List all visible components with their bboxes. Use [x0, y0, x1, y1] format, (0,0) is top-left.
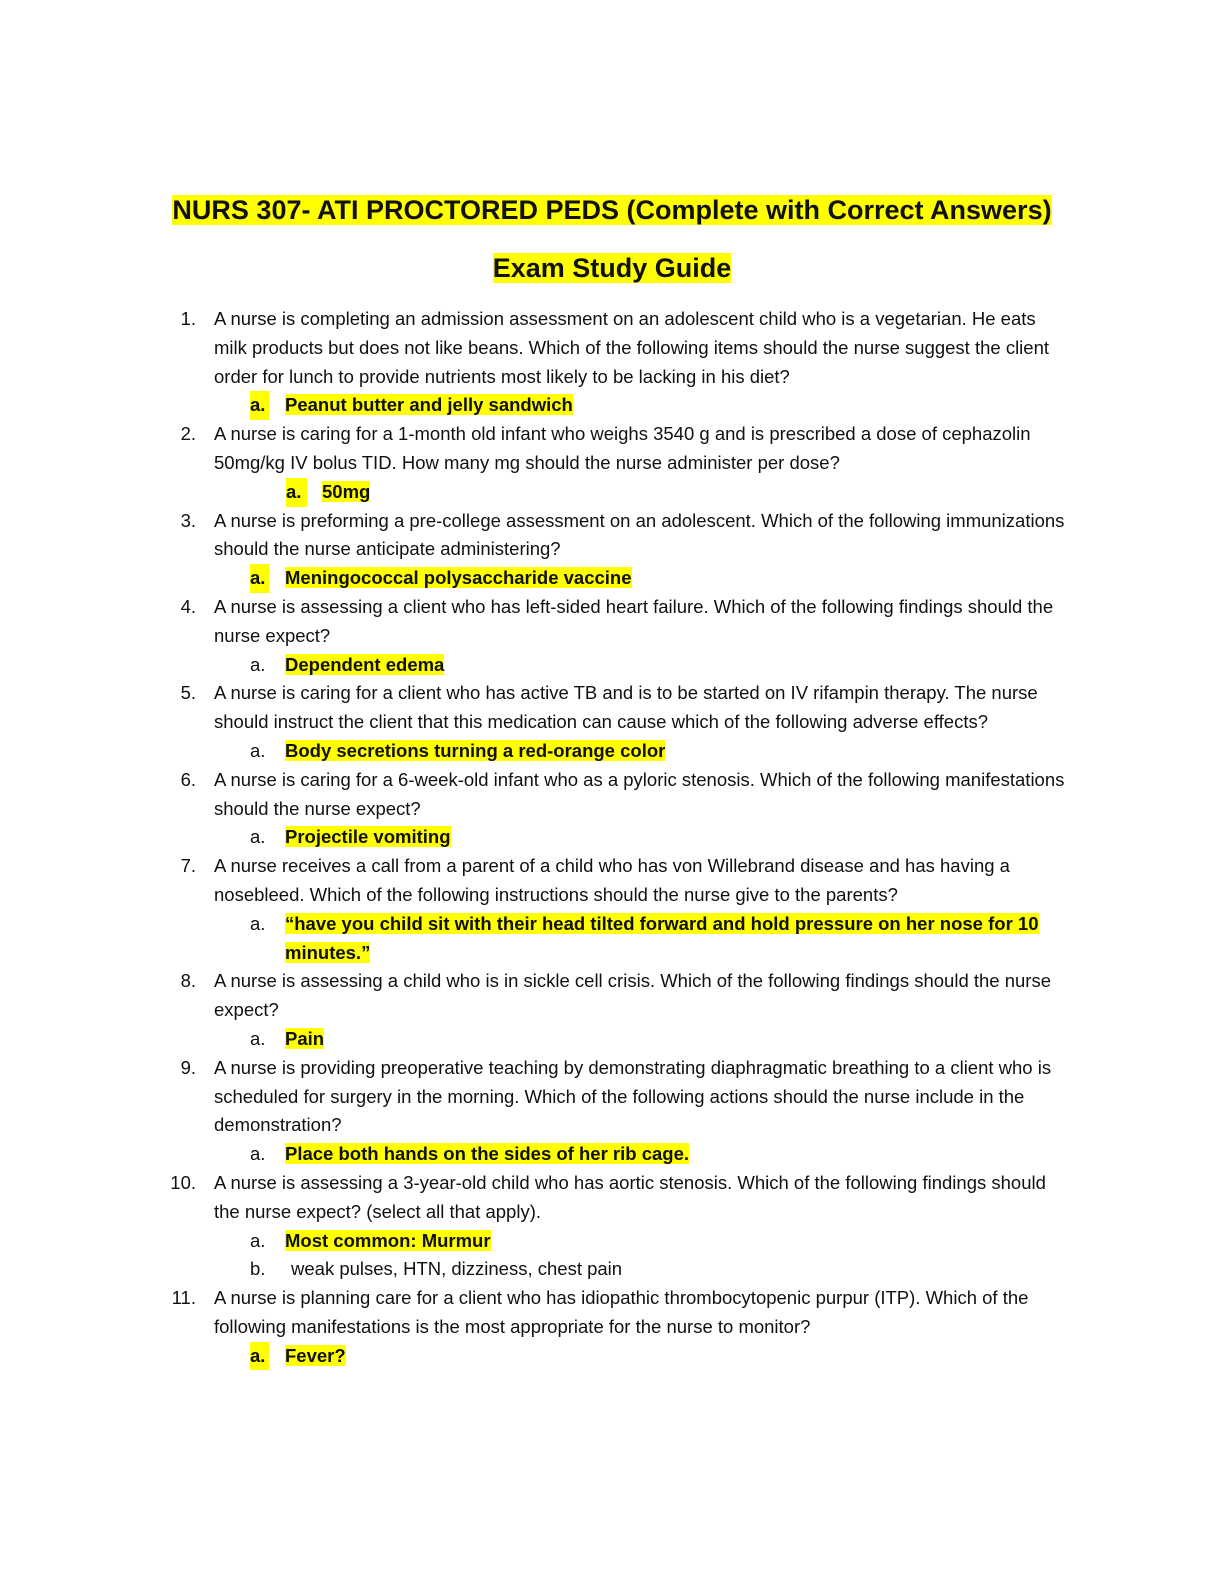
question-item: [0, 1169, 1224, 1227]
answer-text: Fever?: [285, 1344, 346, 1366]
answer-item: [0, 1140, 1224, 1169]
answer-letter: a.: [250, 1342, 269, 1371]
answer-text: weak pulses, HTN, dizziness, chest pain: [291, 1258, 623, 1280]
question-text: A nurse is preforming a pre-college assessment on an adolescent. Which of the following immunizations should the nurse anticipate administering?: [214, 509, 1065, 560]
answer-item: [0, 651, 1224, 680]
answer-item: [0, 1342, 1224, 1371]
answer-letter: a.: [250, 739, 266, 761]
answer-text: 50mg: [322, 480, 371, 502]
question-item: [0, 1284, 1224, 1342]
answer-letter: a.: [250, 1143, 266, 1165]
question-number: 7.: [180, 855, 196, 877]
answer-text: Dependent edema: [285, 653, 445, 675]
answer-letter: a.: [250, 391, 269, 420]
answer-item: [0, 478, 1224, 507]
question-text: A nurse is caring for a client who has active TB and is to be started on IV rifampin therapy. The nurse should instruct the client that this medication can cause which of the following adverse effects?: [214, 682, 1038, 733]
question-item: [0, 305, 1224, 391]
answer-text: Body secretions turning a red-orange color: [285, 739, 666, 761]
question-item: [0, 1054, 1224, 1140]
answer-text: Meningococcal polysaccharide vaccine: [285, 567, 632, 589]
answer-item: [0, 910, 1224, 968]
question-number: 5.: [180, 682, 196, 704]
question-number: 9.: [180, 1056, 196, 1078]
question-text: A nurse is providing preoperative teaching by demonstrating diaphragmatic breathing to a client who is scheduled for surgery in the morning. Which of the following actions should the nurse include in the demonstration?: [214, 1056, 1052, 1136]
answer-text: “have you child sit with their head tilted forward and hold pressure on her nose for 10 minutes.”: [285, 912, 1039, 963]
question-number: 10.: [170, 1171, 196, 1193]
answer-text: Pain: [285, 1027, 325, 1049]
answer-item: [0, 1255, 1224, 1284]
answer-letter: a.: [250, 653, 266, 675]
question-text: A nurse is caring for a 1-month old infant who weighs 3540 g and is prescribed a dose of cephazolin 50mg/kg IV bolus TID. How many mg should the nurse administer per dose?: [214, 423, 1031, 473]
answer-item: [0, 564, 1224, 593]
question-text: A nurse is assessing a client who has left-sided heart failure. Which of the following findings should the nurse expect?: [214, 595, 1054, 646]
answer-letter: a.: [250, 1027, 266, 1049]
answer-item: [0, 1025, 1224, 1054]
question-item: [0, 967, 1224, 1025]
question-item: [0, 420, 1224, 478]
question-item: [0, 679, 1224, 737]
question-list: [0, 305, 1224, 1370]
answer-letter: a.: [250, 912, 266, 934]
question-number: 1.: [180, 308, 196, 329]
answer-item: [0, 391, 1224, 420]
question-number: 3.: [180, 509, 196, 531]
answer-item: [0, 1227, 1224, 1256]
answer-letter: a.: [250, 826, 266, 848]
question-text: A nurse is caring for a 6-week-old infant who as a pyloric stenosis. Which of the following manifestations should the nurse expect?: [214, 768, 1065, 819]
question-item: [0, 593, 1224, 651]
answer-text: Most common: Murmur: [285, 1229, 491, 1251]
question-text: A nurse is planning care for a client who has idiopathic thrombocytopenic purpur (ITP). Which of the following manifestations is the most appropriate for the nurse to monitor?: [214, 1287, 1029, 1337]
question-item: [0, 852, 1224, 910]
answer-letter: a.: [250, 1229, 266, 1251]
document-subtitle: Exam Study Guide: [492, 253, 732, 283]
question-item: [0, 766, 1224, 824]
question-number: 8.: [180, 970, 196, 992]
answer-text: Peanut butter and jelly sandwich: [285, 394, 573, 416]
question-text: A nurse is assessing a child who is in sickle cell crisis. Which of the following findings should the nurse expect?: [214, 970, 1052, 1021]
question-item: [0, 507, 1224, 565]
answer-letter: b.: [250, 1258, 266, 1280]
answer-letter: a.: [286, 478, 307, 507]
question-number: 2.: [180, 423, 196, 445]
question-text: A nurse is completing an admission assessment on an adolescent child who is a vegetarian. He eats milk products but does not like beans. Which of the following items should the nurse suggest the client order for lunch to provide nutrients most likely to be lacking in his diet?: [214, 308, 1050, 387]
answer-letter: a.: [250, 564, 269, 593]
question-number: 11.: [171, 1287, 196, 1309]
question-text: A nurse is assessing a 3-year-old child who has aortic stenosis. Which of the following findings should the nurse expect? (select all that apply).: [214, 1171, 1046, 1222]
document-title: NURS 307- ATI PROCTORED PEDS (Complete with Correct Answers): [172, 195, 1052, 225]
answer-item: [0, 737, 1224, 766]
answer-text: Projectile vomiting: [285, 826, 451, 848]
answer-text: Place both hands on the sides of her rib cage.: [285, 1143, 690, 1165]
question-number: 6.: [180, 768, 196, 790]
question-number: 4.: [180, 595, 196, 617]
question-text: A nurse receives a call from a parent of a child who has von Willebrand disease and has having a nosebleed. Which of the following instructions should the nurse give to the parents?: [214, 855, 1010, 905]
answer-item: [0, 823, 1224, 852]
